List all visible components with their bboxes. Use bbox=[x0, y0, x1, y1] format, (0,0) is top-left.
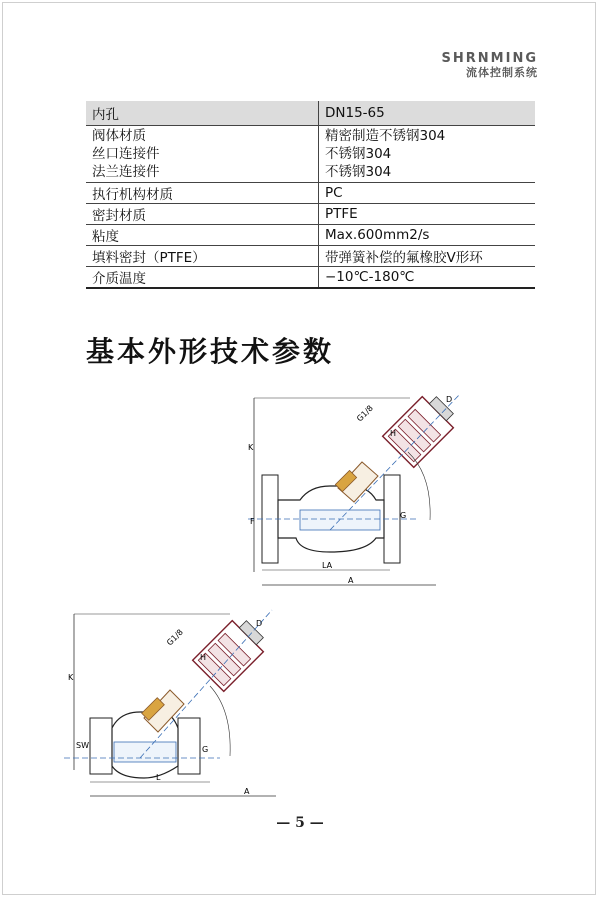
cell-value: PC bbox=[319, 183, 536, 204]
dim-label-port: G1/8 bbox=[355, 403, 375, 424]
dim-label-d: D bbox=[256, 619, 263, 628]
cell-label: 粘度 bbox=[86, 225, 319, 246]
diagram-flanged-valve bbox=[240, 380, 470, 590]
cell-label: 内孔 bbox=[86, 101, 319, 126]
cell-label bbox=[86, 126, 319, 183]
material-value-flange: 不锈钢304 bbox=[325, 164, 392, 180]
diagram-threaded-valve bbox=[60, 600, 290, 805]
page-number: — 5 — bbox=[276, 815, 324, 831]
dim-label-k: K bbox=[248, 443, 254, 452]
cell-label: 填料密封（PTFE） bbox=[86, 246, 319, 267]
dim-label-port: G1/8 bbox=[165, 627, 185, 648]
cell-label: 介质温度 bbox=[86, 267, 319, 289]
table-row bbox=[86, 126, 535, 183]
table-row bbox=[86, 246, 535, 267]
material-label-body: 阀体材质 bbox=[92, 128, 146, 144]
cell-value: DN15-65 bbox=[319, 101, 536, 126]
dim-label-g: G bbox=[400, 511, 407, 520]
dim-label-a: A bbox=[244, 787, 250, 796]
material-value-body: 精密制造不锈钢304 bbox=[325, 128, 446, 144]
material-label-thread: 丝口连接件 bbox=[92, 146, 160, 162]
table-row bbox=[86, 183, 535, 204]
cell-label: 执行机构材质 bbox=[86, 183, 319, 204]
cell-value bbox=[319, 126, 536, 183]
section-title: 基本外形技术参数 bbox=[86, 335, 335, 368]
cell-value: Max.600mm2/s bbox=[319, 225, 536, 246]
table-row bbox=[86, 204, 535, 225]
spec-table bbox=[86, 101, 535, 289]
brand-name-en: SHRNMING bbox=[441, 51, 538, 66]
table-row bbox=[86, 267, 535, 289]
dim-label-h: H bbox=[390, 429, 397, 438]
dim-label-g: G bbox=[202, 745, 209, 754]
material-label-flange: 法兰连接件 bbox=[92, 164, 160, 180]
dim-label-la: LA bbox=[322, 561, 333, 570]
cell-value: −10℃-180℃ bbox=[319, 267, 536, 289]
dim-label-k: K bbox=[68, 673, 74, 682]
dim-label-a: A bbox=[348, 576, 354, 585]
dim-label-h: H bbox=[200, 653, 207, 662]
table-row bbox=[86, 101, 535, 126]
cell-value: 带弹簧补偿的氟橡胶V形环 bbox=[319, 246, 536, 267]
brand-name-cn: 流体控制系统 bbox=[466, 66, 538, 79]
brand-header bbox=[442, 52, 538, 80]
cell-label: 密封材质 bbox=[86, 204, 319, 225]
dim-label-sw: SW bbox=[76, 741, 89, 750]
material-value-thread: 不锈钢304 bbox=[325, 146, 392, 162]
dim-label-l: L bbox=[156, 773, 161, 782]
table-row bbox=[86, 225, 535, 246]
dim-label-f: F bbox=[250, 517, 255, 526]
dim-label-d: D bbox=[446, 395, 453, 404]
cell-value: PTFE bbox=[319, 204, 536, 225]
